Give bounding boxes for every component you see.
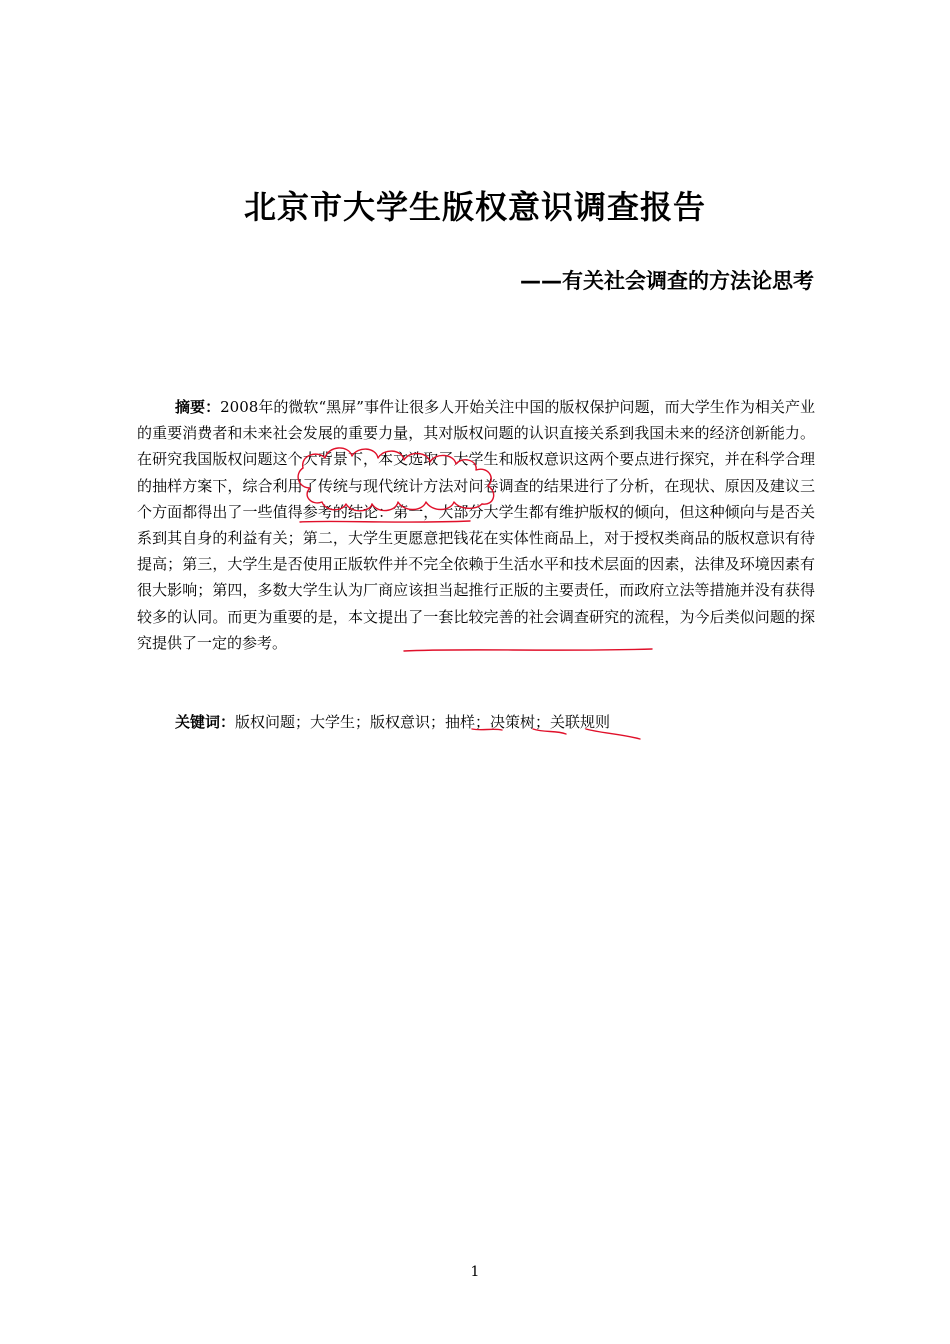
- abstract-paragraph: [137, 394, 815, 656]
- keywords-text: 版权问题；大学生；版权意识；抽样；决策树；关联规则: [235, 713, 611, 731]
- abstract-text: 2008年的微软“黑屏”事件让很多人开始关注中国的版权保护问题，而大学生作为相关产业的重要消费者和未来社会发展的重要力量，其对版权问题的认识直接关系到我国未来的经济创新能力。在研究我国版权问题这个大背景下，本文选取了大学生和版权意识这两个要点进行探究，并在科学合理的抽样方案下，综合利用了传统与现代统计方法对问卷调查的结果进行了分析，在现状、原因及建议三个方面都得出了一些值得参考的结论：第一，大部分大学生都有维护版权的倾向，但这种倾向与是否关系到其自身的利益有关；第二，大学生更愿意把钱花在实体性商品上，对于授权类商品的版权意识有待提高；第三，大学生是否使用正版软件并不完全依赖于生活水平和技术层面的因素，法律及环境因素有很大影响；第四，多数大学生认为厂商应该担当起推行正版的主要责任，而政府立法等措施并没有获得较多的认同。而更为重要的是，本文提出了一套比较完善的社会调查研究的流程，为今后类似问题的探究提供了一定的参考。: [137, 398, 815, 652]
- keywords-line: [175, 709, 610, 735]
- document-title: 北京市大学生版权意识调查报告: [243, 188, 706, 226]
- keywords-label: 关键词：: [175, 713, 236, 731]
- document-subtitle: ——有关社会调查的方法论思考: [520, 269, 814, 293]
- page-number: 1: [470, 1264, 480, 1280]
- abstract-label: 摘要：: [175, 398, 221, 416]
